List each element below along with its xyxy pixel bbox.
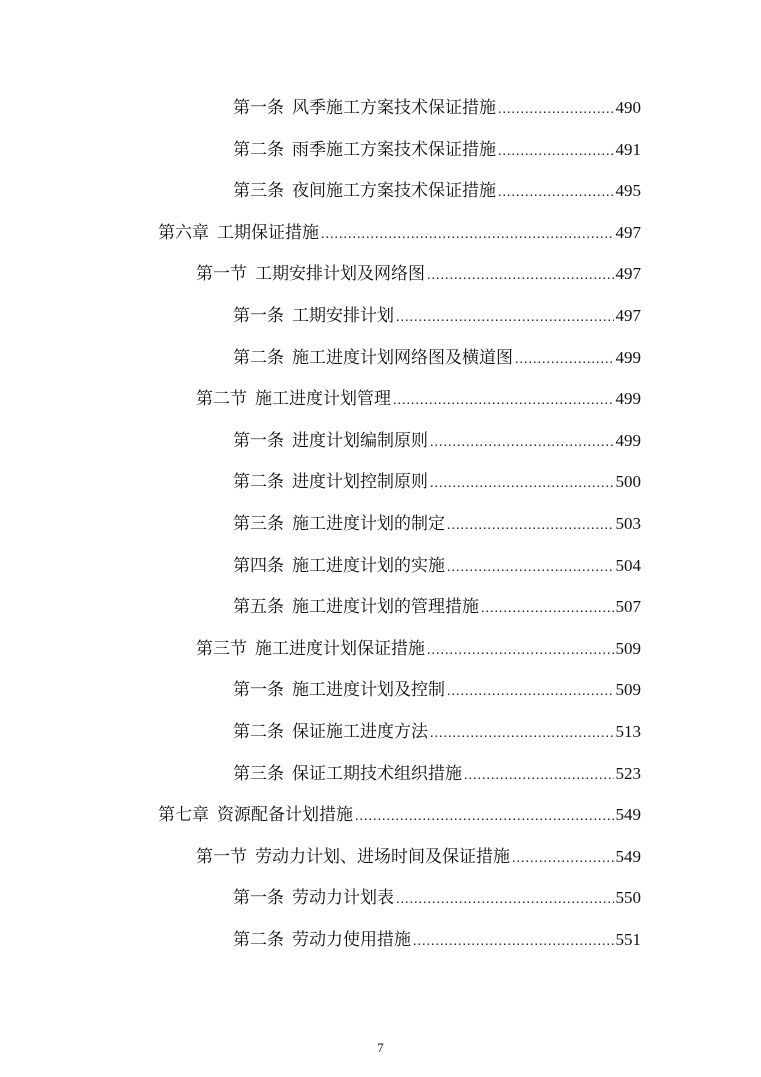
dot-leader bbox=[515, 349, 614, 371]
toc-entry[interactable] bbox=[233, 305, 641, 329]
toc-entry-number: 第二条 bbox=[233, 140, 284, 160]
toc-entry[interactable] bbox=[233, 763, 641, 787]
dot-leader bbox=[498, 182, 614, 204]
toc-entry-number: 第一条 bbox=[233, 888, 284, 908]
toc-entry[interactable] bbox=[158, 222, 641, 246]
toc-entry-title: 夜间施工方案技术保证措施 bbox=[292, 181, 496, 201]
dot-leader bbox=[464, 765, 614, 787]
dot-leader bbox=[430, 723, 614, 745]
toc-entry-page: 491 bbox=[615, 140, 641, 159]
toc-entry[interactable] bbox=[233, 596, 641, 620]
toc-entry-number: 第一条 bbox=[233, 680, 284, 700]
toc-entry[interactable] bbox=[196, 638, 641, 662]
toc-entry-number: 第四条 bbox=[233, 556, 284, 576]
toc-entry-title: 劳动力计划表 bbox=[292, 888, 394, 908]
toc-entry-page: 509 bbox=[615, 639, 641, 658]
toc-entry-page: 523 bbox=[615, 764, 641, 783]
toc-entry-page: 497 bbox=[615, 306, 641, 325]
toc-entry[interactable] bbox=[233, 679, 641, 703]
toc-entry[interactable] bbox=[233, 555, 641, 579]
toc-entry-page: 500 bbox=[615, 472, 641, 491]
dot-leader bbox=[321, 224, 614, 246]
toc-entry-page: 551 bbox=[615, 930, 641, 949]
toc-entry-number: 第三节 bbox=[196, 639, 247, 659]
toc-entry[interactable] bbox=[233, 513, 641, 537]
toc-entry-number: 第六章 bbox=[158, 223, 209, 243]
dot-leader bbox=[498, 141, 614, 163]
toc-entry[interactable] bbox=[233, 180, 641, 204]
toc-entry-title: 劳动力计划、进场时间及保证措施 bbox=[255, 847, 510, 867]
toc-entry-title: 进度计划控制原则 bbox=[292, 472, 428, 492]
toc-entry-page: 499 bbox=[615, 389, 641, 408]
toc-entry[interactable] bbox=[233, 97, 641, 121]
toc-entry-page: 499 bbox=[615, 348, 641, 367]
dot-leader bbox=[430, 473, 614, 495]
toc-entry-title: 施工进度计划管理 bbox=[255, 389, 391, 409]
toc-entry-number: 第二条 bbox=[233, 930, 284, 950]
dot-leader bbox=[427, 265, 614, 287]
toc-entry-number: 第五条 bbox=[233, 597, 284, 617]
toc-entry-title: 工期安排计划及网络图 bbox=[255, 264, 425, 284]
dot-leader bbox=[447, 681, 614, 703]
toc-entry-title: 工期安排计划 bbox=[292, 306, 394, 326]
toc-entry-number: 第二条 bbox=[233, 722, 284, 742]
toc-entry-title: 施工进度计划的管理措施 bbox=[292, 597, 479, 617]
toc-entry-number: 第二条 bbox=[233, 472, 284, 492]
toc-entry-number: 第一条 bbox=[233, 98, 284, 118]
toc-entry-page: 499 bbox=[615, 431, 641, 450]
toc-entry-number: 第二节 bbox=[196, 389, 247, 409]
dot-leader bbox=[430, 432, 614, 454]
toc-entry[interactable] bbox=[196, 263, 641, 287]
toc-entry-title: 资源配备计划措施 bbox=[217, 805, 353, 825]
toc-entry-page: 495 bbox=[615, 181, 641, 200]
toc-entry-title: 施工进度计划保证措施 bbox=[255, 639, 425, 659]
toc-entry-page: 549 bbox=[615, 805, 641, 824]
dot-leader bbox=[396, 889, 614, 911]
toc-entry-page: 497 bbox=[615, 223, 641, 242]
toc-entry-number: 第三条 bbox=[233, 764, 284, 784]
toc-entry-page: 549 bbox=[615, 847, 641, 866]
toc-entry[interactable] bbox=[196, 846, 641, 870]
toc-entry-number: 第二条 bbox=[233, 348, 284, 368]
toc-entry[interactable] bbox=[233, 471, 641, 495]
dot-leader bbox=[481, 598, 614, 620]
toc-entry-title: 工期保证措施 bbox=[217, 223, 319, 243]
toc-entry-page: 503 bbox=[615, 514, 641, 533]
dot-leader bbox=[447, 557, 614, 579]
page-number: 7 bbox=[377, 1040, 384, 1055]
toc-entry-page: 497 bbox=[615, 264, 641, 283]
dot-leader bbox=[512, 848, 614, 870]
toc-entry-title: 保证工期技术组织措施 bbox=[292, 764, 462, 784]
dot-leader bbox=[396, 307, 614, 329]
toc-entry-title: 施工进度计划网络图及横道图 bbox=[292, 348, 513, 368]
toc-entry-title: 施工进度计划的实施 bbox=[292, 556, 445, 576]
toc-entry-number: 第三条 bbox=[233, 181, 284, 201]
toc-entry-number: 第一节 bbox=[196, 847, 247, 867]
toc-entry-page: 513 bbox=[615, 722, 641, 741]
toc-entry-title: 施工进度计划及控制 bbox=[292, 680, 445, 700]
toc-entry-number: 第七章 bbox=[158, 805, 209, 825]
toc-entry-number: 第三条 bbox=[233, 514, 284, 534]
toc-entry-title: 进度计划编制原则 bbox=[292, 431, 428, 451]
toc-entry-title: 风季施工方案技术保证措施 bbox=[292, 98, 496, 118]
dot-leader bbox=[427, 640, 614, 662]
toc-entry-number: 第一条 bbox=[233, 306, 284, 326]
toc-entry-title: 保证施工进度方法 bbox=[292, 722, 428, 742]
toc-entry-number: 第一节 bbox=[196, 264, 247, 284]
toc-entry-title: 雨季施工方案技术保证措施 bbox=[292, 140, 496, 160]
toc-entry-page: 507 bbox=[615, 597, 641, 616]
dot-leader bbox=[355, 806, 614, 828]
dot-leader bbox=[413, 931, 614, 953]
dot-leader bbox=[498, 99, 614, 121]
toc-entry[interactable] bbox=[233, 887, 641, 911]
toc-entry[interactable] bbox=[233, 929, 641, 953]
dot-leader bbox=[393, 390, 614, 412]
toc-entry-page: 490 bbox=[615, 98, 641, 117]
toc-entry-page: 504 bbox=[615, 556, 641, 575]
toc-entry[interactable] bbox=[233, 721, 641, 745]
toc-entry[interactable] bbox=[158, 804, 641, 828]
toc-entry[interactable] bbox=[233, 139, 641, 163]
toc-entry-number: 第一条 bbox=[233, 431, 284, 451]
toc-entry-page: 509 bbox=[615, 680, 641, 699]
toc-entry-title: 劳动力使用措施 bbox=[292, 930, 411, 950]
dot-leader bbox=[447, 515, 614, 537]
toc-entry[interactable] bbox=[196, 388, 641, 412]
toc-entry-title: 施工进度计划的制定 bbox=[292, 514, 445, 534]
toc-entry[interactable] bbox=[233, 430, 641, 454]
toc-entry-page: 550 bbox=[615, 888, 641, 907]
toc-entry[interactable] bbox=[233, 347, 641, 371]
